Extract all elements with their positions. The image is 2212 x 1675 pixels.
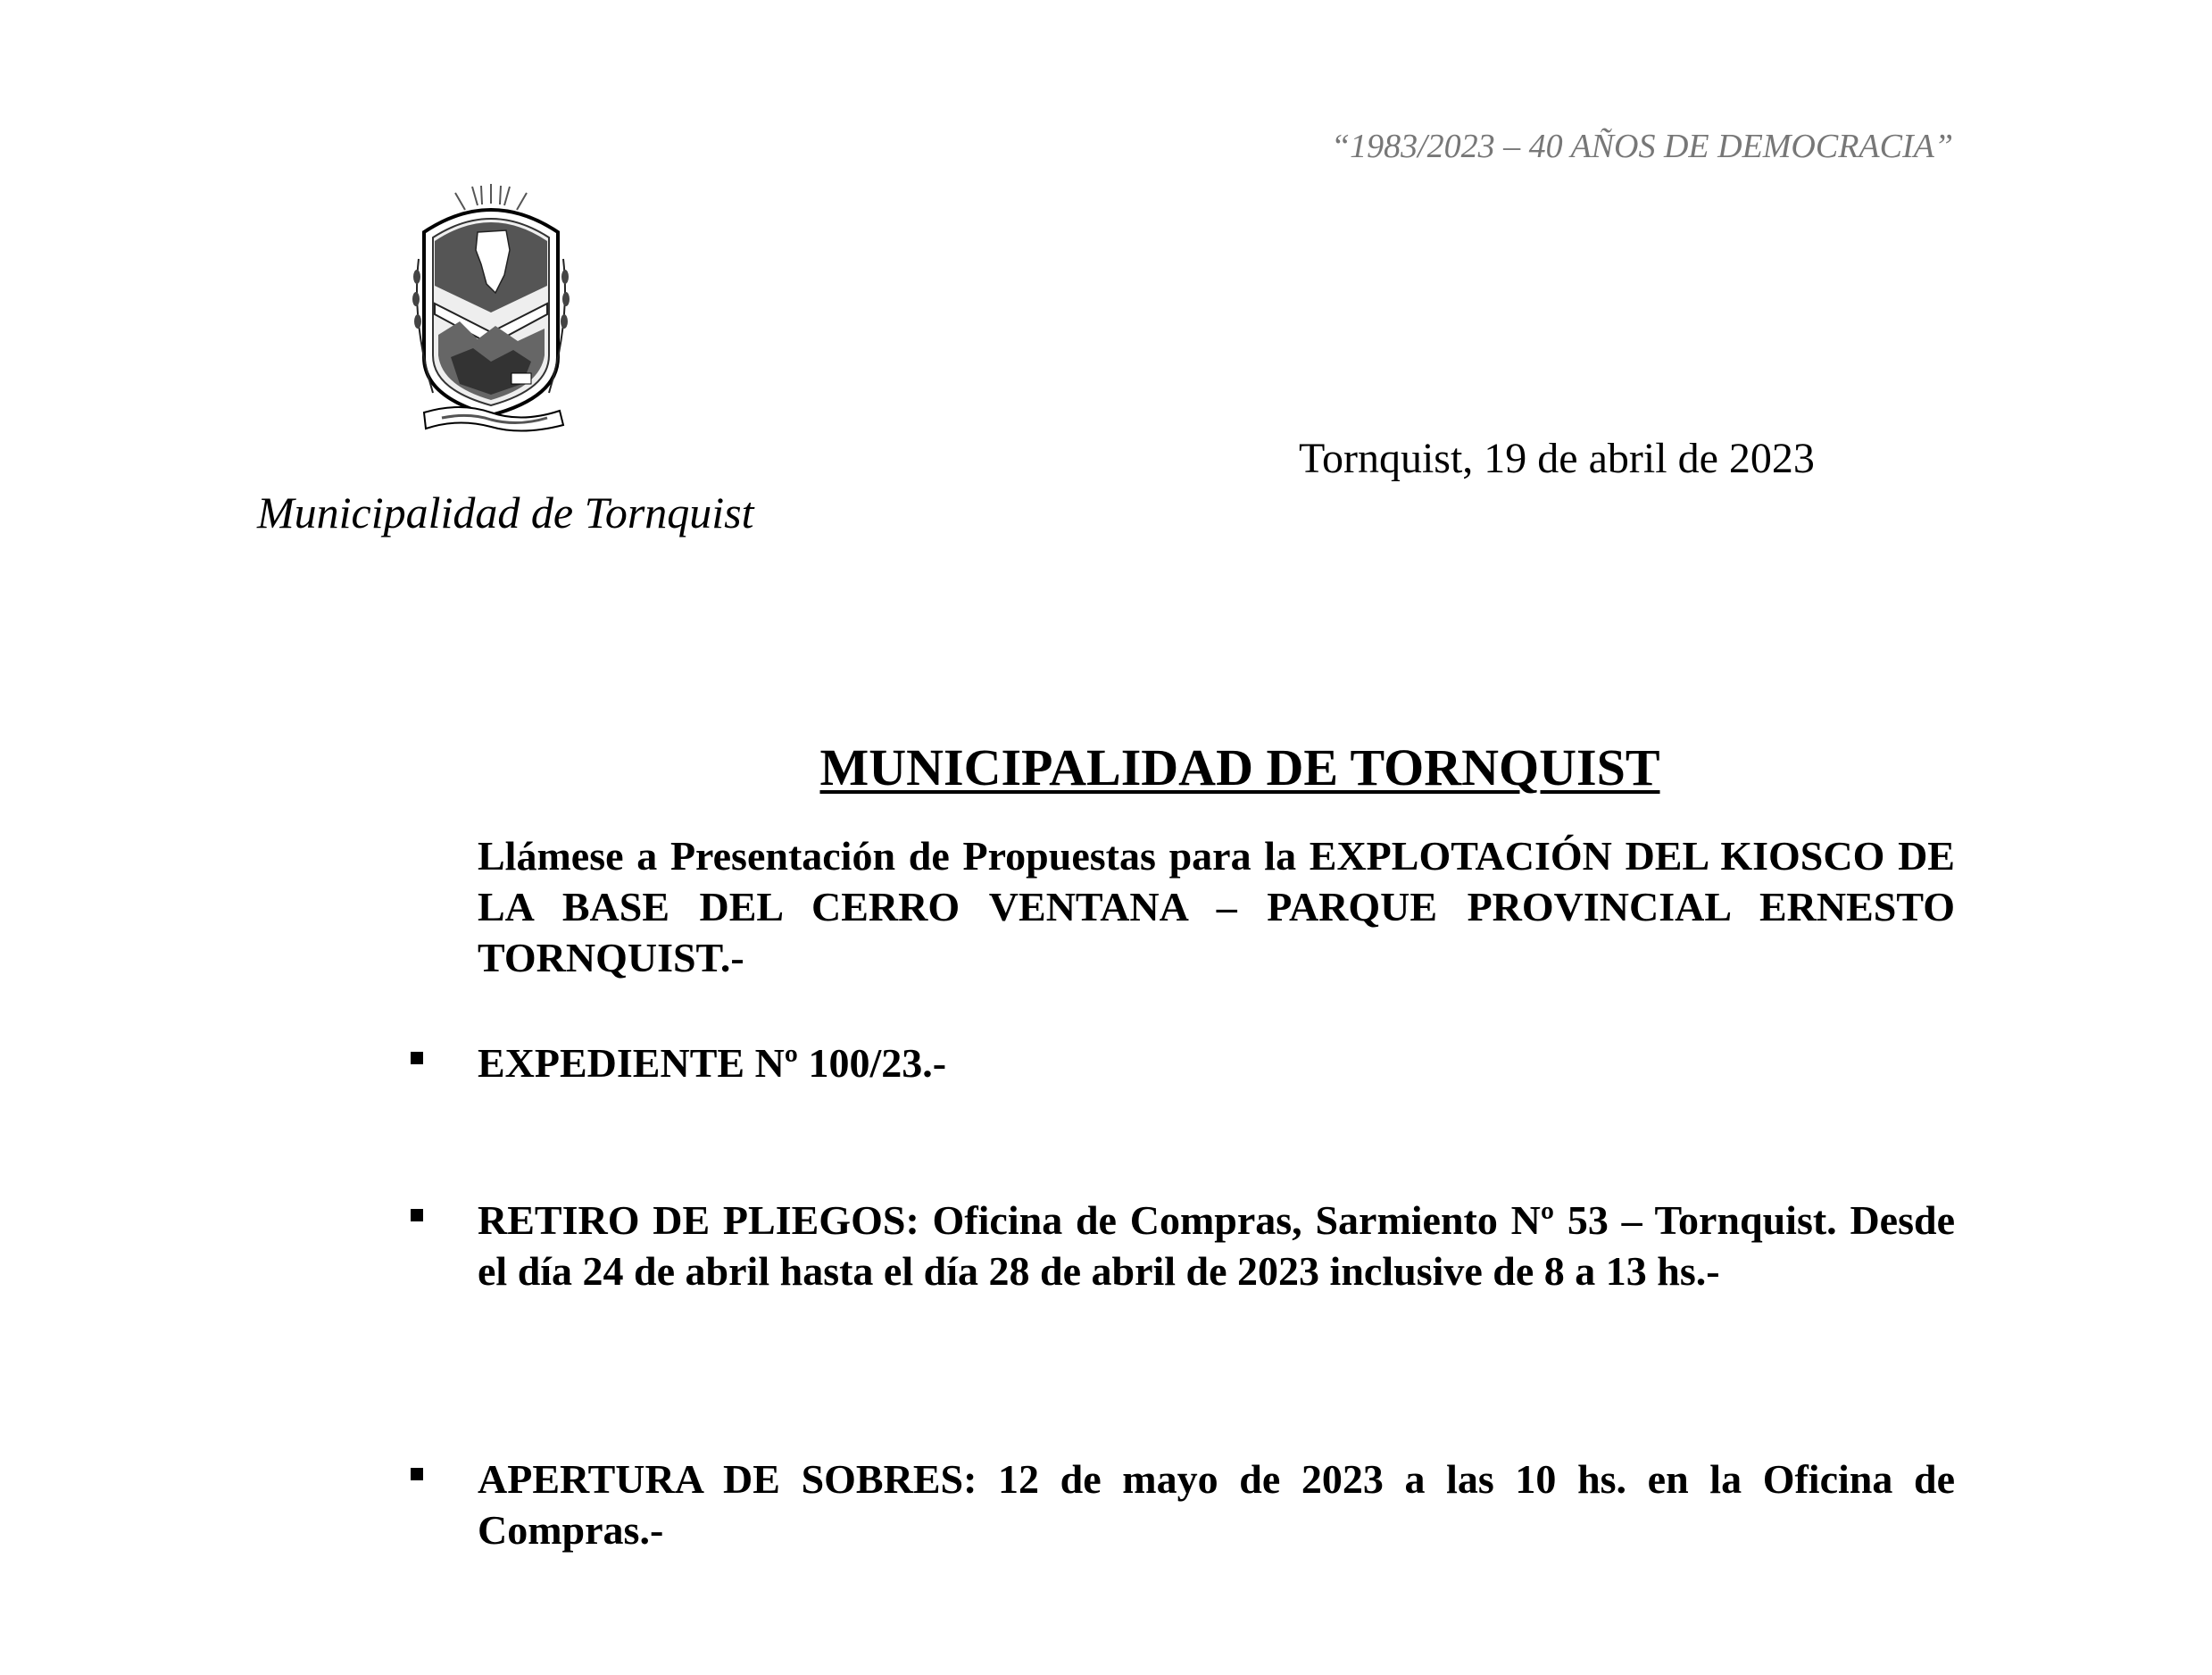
list-item — [411, 1454, 1955, 1555]
organization-name: Municipalidad de Tornquist — [257, 488, 754, 538]
notice-title: MUNICIPALIDAD DE TORNQUIST — [819, 738, 1660, 796]
header-motto: “1983/2023 – 40 AÑOS DE DEMOCRACIA” — [1330, 128, 1953, 165]
list-item-text: RETIRO DE PLIEGOS: Oficina de Compras, Sarmiento Nº 53 – Tornquist. Desde el día 24 de abril hasta el día 28 de abril de 2023 inclusive de 8 a 13 hs.- — [478, 1197, 1955, 1294]
bullet-square-icon — [411, 1052, 423, 1064]
list-item-text: APERTURA DE SOBRES: 12 de mayo de 2023 a las 10 hs. en la Oficina de Compras.- — [478, 1456, 1955, 1553]
document-date: Tornquist, 19 de abril de 2023 — [1299, 435, 1815, 482]
coat-of-arms-icon — [406, 179, 576, 438]
list-item-text: EXPEDIENTE Nº 100/23.- — [478, 1040, 947, 1086]
list-item — [411, 1195, 1955, 1296]
list-item — [411, 1038, 1955, 1088]
bullet-square-icon — [411, 1468, 423, 1480]
notice-intro: Llámese a Presentación de Propuestas para la EXPLOTACIÓN DEL KIOSCO DE LA BASE DEL CERRO VENTANA – PARQUE PROVINCIAL ERNESTO TORNQUIST.- — [478, 833, 1955, 980]
bullet-square-icon — [411, 1209, 423, 1221]
